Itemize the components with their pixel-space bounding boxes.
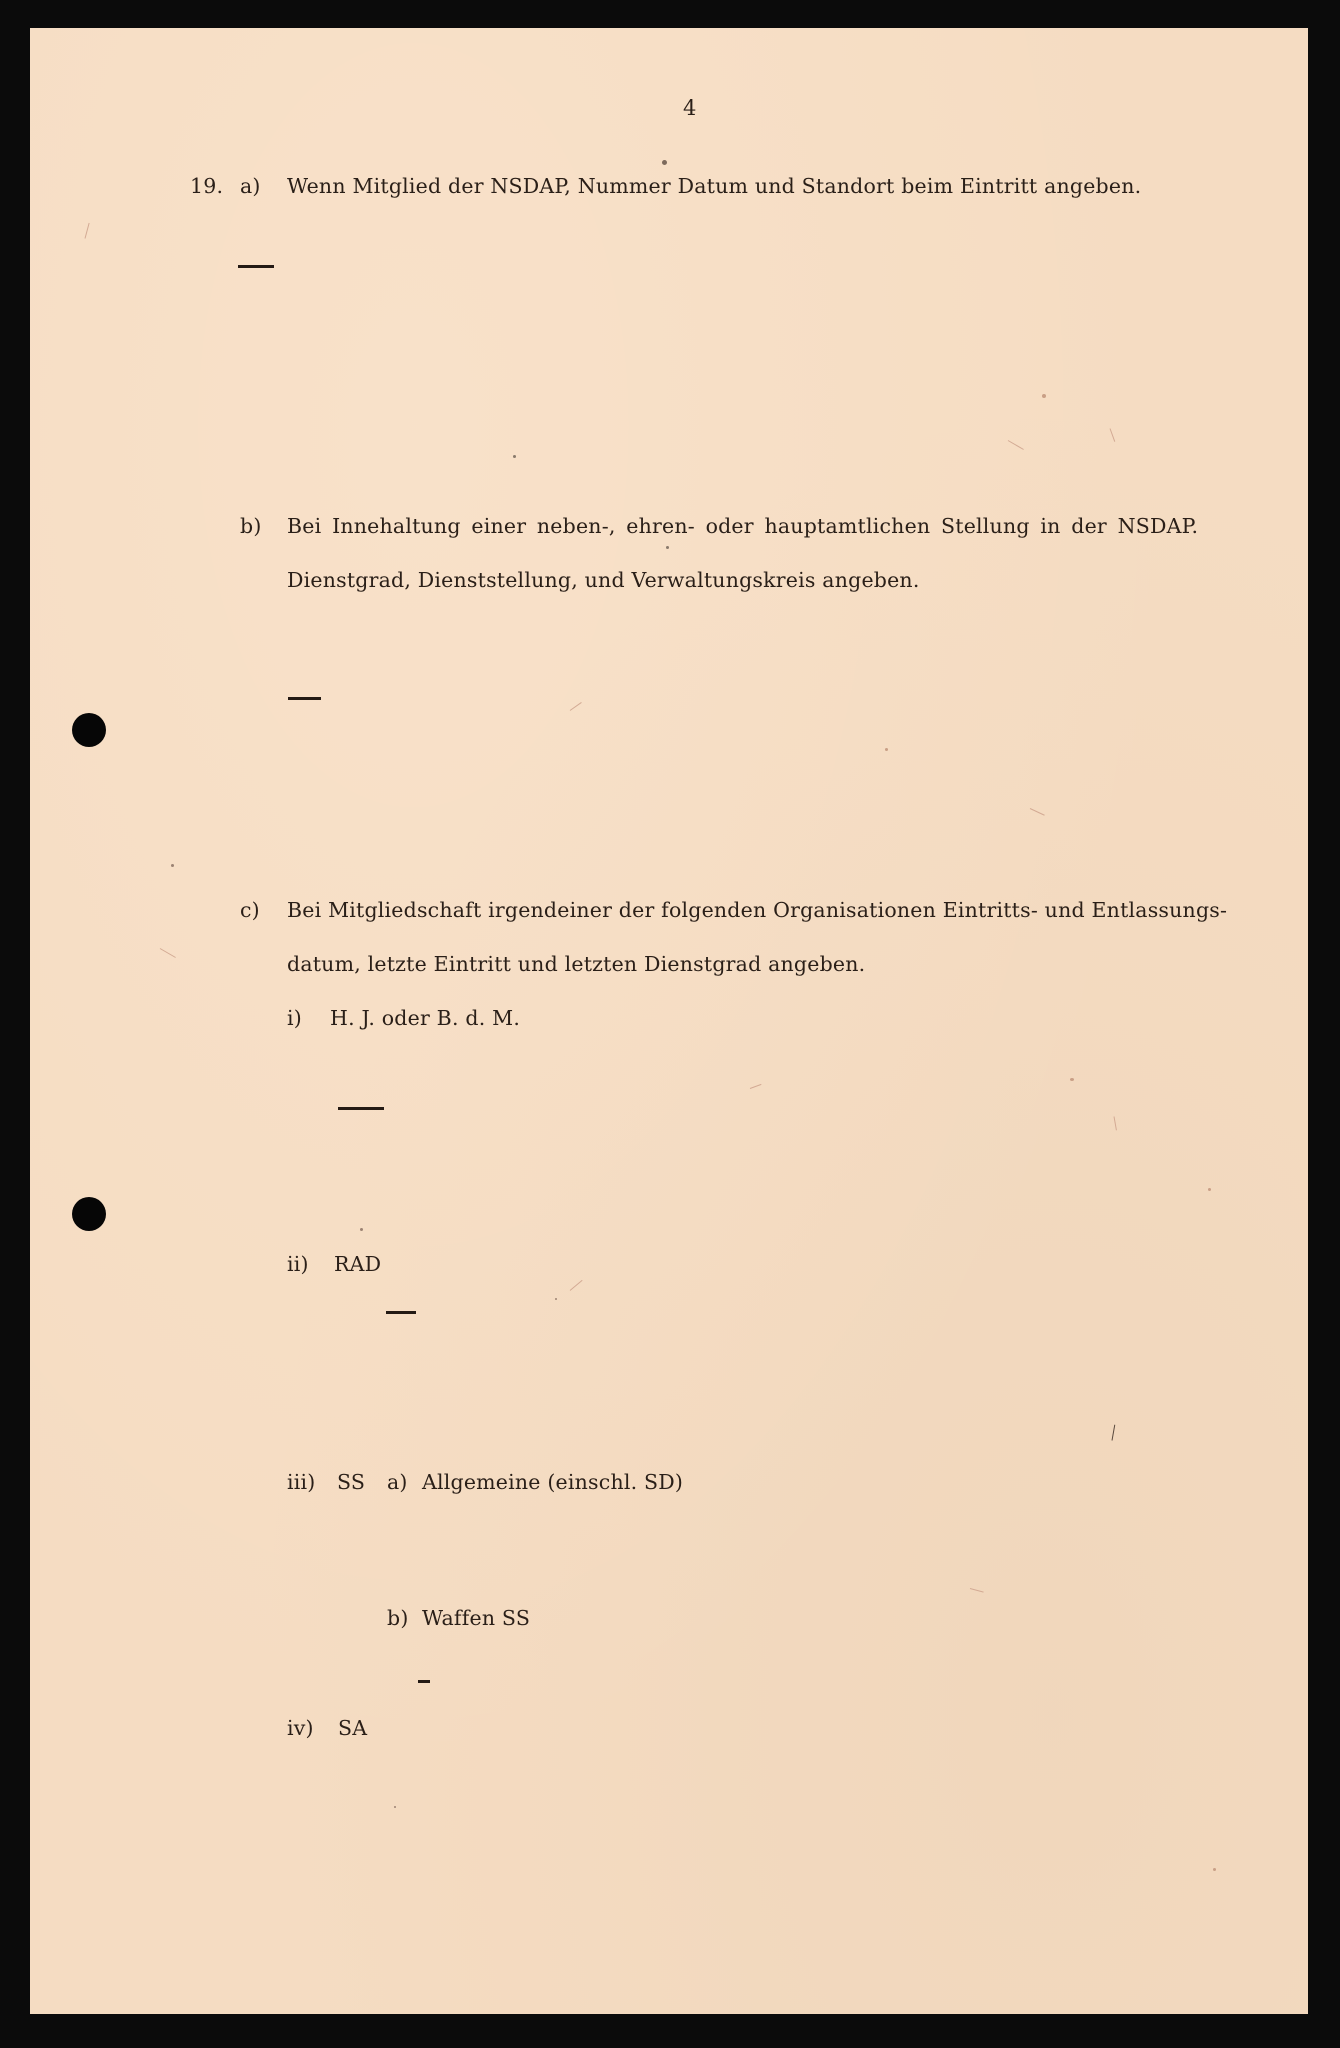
question-number: 19. xyxy=(190,174,224,198)
answer-dash-hj xyxy=(338,1107,384,1110)
punch-hole-lower xyxy=(72,1197,106,1231)
paper-speck xyxy=(1042,394,1046,398)
q19c-i-text: H. J. oder B. d. M. xyxy=(330,1006,521,1030)
paper-speck xyxy=(394,1806,396,1808)
q19c-iii-a-text: Allgemeine (einschl. SD) xyxy=(422,1470,684,1494)
q19c-iii-a-label: a) xyxy=(387,1470,408,1494)
paper-speck xyxy=(171,864,174,867)
paper-speck xyxy=(662,160,667,165)
paper-speck xyxy=(1070,1078,1074,1081)
paper-fiber xyxy=(970,1588,984,1593)
answer-dash-q19b xyxy=(288,697,321,700)
q19c-i-label: i) xyxy=(287,1006,302,1030)
q19c-iii-label: iii) xyxy=(287,1470,316,1494)
q19c-iv-text: SA xyxy=(338,1716,368,1740)
paper-speck xyxy=(360,1228,363,1231)
paper-speck xyxy=(666,546,669,549)
paper-speck xyxy=(885,748,888,751)
paper-fiber xyxy=(1008,440,1024,450)
q19a-text: Wenn Mitglied der NSDAP, Nummer Datum und Standort beim Eintritt angeben. xyxy=(287,174,1142,198)
paper-sheet xyxy=(30,28,1308,2014)
q19c-label: c) xyxy=(240,898,260,922)
paper-speck xyxy=(1213,1868,1216,1871)
q19b-label: b) xyxy=(240,514,262,538)
q19c-line2: datum, letzte Eintritt und letzten Dienstgrad angeben. xyxy=(287,952,866,976)
q19b-line2: Dienstgrad, Dienststellung, und Verwaltungskreis angeben. xyxy=(287,568,920,592)
q19c-ii-label: ii) xyxy=(287,1252,309,1276)
answer-dash-q19a xyxy=(238,265,274,268)
q19b-line1: Bei Innehaltung einer neben-, ehren- oder hauptamtlichen Stellung in der NSDAP. xyxy=(287,514,1199,538)
paper-fiber xyxy=(1114,1116,1117,1130)
q19c-iii-text: SS xyxy=(337,1470,366,1494)
paper-fiber xyxy=(85,223,90,239)
answer-dash-rad xyxy=(386,1311,416,1314)
paper-fiber xyxy=(160,948,176,958)
paper-fiber xyxy=(1110,428,1116,441)
paper-fiber xyxy=(750,1084,762,1089)
paper-fiber xyxy=(570,1280,583,1291)
q19c-iii-b-label: b) xyxy=(387,1606,409,1630)
page-number: 4 xyxy=(683,96,697,120)
q19c-line1: Bei Mitgliedschaft irgendeiner der folgenden Organisationen Eintritts- und Entlassungs- xyxy=(287,898,1228,922)
paper-speck xyxy=(1208,1188,1211,1191)
paper-speck xyxy=(513,455,516,458)
q19a-label: a) xyxy=(240,174,261,198)
q19c-iii-b-text: Waffen SS xyxy=(422,1606,531,1630)
paper-speck xyxy=(555,1298,557,1300)
answer-dash-waffen-ss xyxy=(418,1680,430,1683)
paper-fiber xyxy=(1112,1425,1116,1441)
q19c-iv-label: iv) xyxy=(287,1716,314,1740)
q19c-ii-text: RAD xyxy=(334,1252,382,1276)
paper-fiber xyxy=(1030,808,1045,816)
punch-hole-upper xyxy=(72,713,106,747)
paper-fiber xyxy=(570,702,582,711)
